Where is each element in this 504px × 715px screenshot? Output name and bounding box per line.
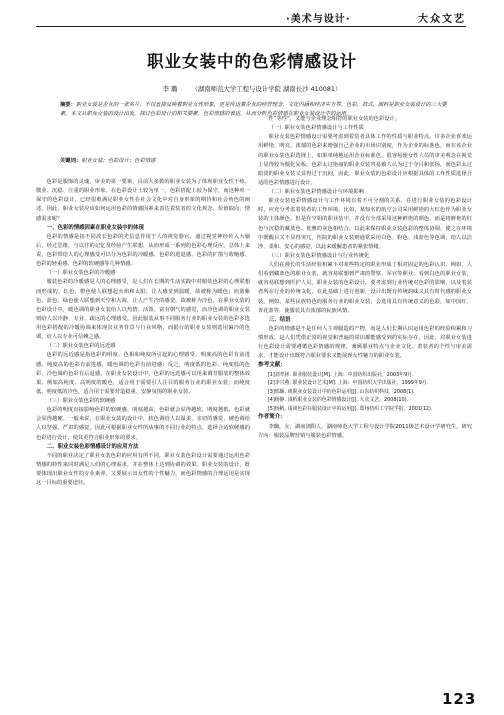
- author-affiliation: （湖南师范大学工程与设计学院 湖南长沙 410081）: [191, 85, 342, 93]
- paragraph: 色彩的远近感是指色彩的明度、色相和纯度所引起的心理感受。明度高的色彩有前进感，纯度高的色彩有前进感，暖色调的色彩有前进感；反之，明度低的色彩、纯度低的色彩、冷色调的色彩有后退感。在职业女装设计中，色彩的远近感可以用来调节服装的整体效果。例如高纯度、高明度的暖色，适合用于需要引人注目的服务行业的职业女装；而纯度低、明度低的冷色，适合用于需要营造稳重、安静氛围的职业女装。: [36, 352, 250, 395]
- reference-item: [5]杨帆. 浅谈色彩在服装设计中的运用[J]. 郑州纺织工学院学报，2001(12).: [267, 405, 433, 412]
- section-heading: 二、职业女装色彩情感设计的应用方法: [46, 443, 139, 450]
- paragraph: 职业女装色彩情感设计需要考虑到着装者具体工作的性质与职业特点。许多企业喜欢运用鲜艳、明亮、浓郁的色彩来增强自己企业的市场识别度，作为企业的标准色，而在该企业的职业女装色彩选择上，如果单纯地运用企业标准色，很容易使女性人员的审美观念在视觉上显得较为僵化呆板。色彩太过艳丽的职业女装容易被人认为过于夺目和张扬，而色彩太过暗淡的职业女装又显得过于沉闷，因此，职业女装的色彩设计应根据具体的工作性质选择合适的色彩情感进行设计。: [258, 134, 472, 186]
- paragraph: 职业女装色彩情感设计与工作环境有着不可分割的关系。在进行职业女装的色彩设计时，应充分考虑着装者的工作环境。比如，某知名的航空公司采用鲜艳的大红色作为职业女装的主体颜色，但是在空姐的职业装中，并没有全部采用这种鲜艳的颜色，而是将鲜艳的红色与沉稳的藏蓝色、优雅的灰色相结合，以此来保持职业女装色彩的整体协调，使之在环境中既醒目又不显得突兀。医院的职业女装则通常采用白色、粉色、浅蓝色等色调，给人以洁净、柔和、安心的感觉，以此来缓解患者的紧张情绪。: [258, 198, 472, 250]
- reference-item: [1]刘孝林. 职业服装设计[M]. 上海：中国纺织出版社，2003年9月.: [267, 371, 414, 378]
- reference-item: [2]李兴燕. 职业装设计艺术[M]. 上海：中国纺织大学出版社，1999年9月.: [267, 380, 429, 387]
- block-heading: 参考文献：: [258, 362, 286, 369]
- paragraph: 服装色彩的冷暖感是人的心理感受，是人们在长期的生活实践中对服装色彩的心理联想而形成的。红色、橙色使人联想起火焰和太阳，让人感觉到温暖，故被称为暖色；而蓝紫色、蓝色、绿色使人联想到天空和大海，让人产生冷的感觉，故被称为冷色。在职业女装的色彩设计中，暖色调的职业女装给人以热情、活泼、富有朝气的感觉，而冷色调的职业女装则给人以冷静、专业、疏远的心理感受。因此服装从事不同服务行业的职业女装的色彩多选用色彩搭配的冷暖协调来体现其业务背景与行业风格，而银行的职业女装则选用偏冷的色调，给人以专业可信赖之感。: [36, 279, 250, 341]
- page-number: 123: [442, 690, 477, 708]
- subsection-heading: （三）职业女装色彩的软硬感: [46, 398, 116, 404]
- reference-item: [3]邢颖. 谈职业女装设计中的色彩运用[J]. 山东纺织科技，2008(1).: [267, 388, 415, 395]
- byline: [0, 84, 504, 93]
- paragraph: 人们在漫长的生活经验积累下对某些特定的职业形成了相对固定的色彩认识。例如，人们看到藏蓝色的职业女装，就容易联想到严肃的警察、军官等职业；看到白色的职业女装，就容易联想到医护人员。职业女装的色彩设计，要考虑到行业传统对色彩的影响，以及着装者所在行业的传统文化，在此基础上进行创新，设计出既有传统韵味又具有时代感的职业女装。例如，某些民族特色的服务行业的职业女装，会选用具有传统意义的色彩，如中国红、青花蓝等，使服装具有浓郁的民族风情。: [258, 262, 472, 314]
- subsection-heading: （一）职业女装色彩的冷暖感: [46, 270, 116, 277]
- subsection-heading: （一）职业女装色彩情感设计与工作性质: [268, 125, 364, 132]
- block-heading: 作者简介：: [258, 414, 286, 421]
- keywords-label: 关键词：: [60, 158, 82, 164]
- section-heading: 三、结语: [268, 316, 291, 323]
- header-section: ·美术与设计·: [286, 14, 351, 25]
- paragraph: 李璐，女，湖南浏阳人，湖南师范大学工程与设计学院2011级艺术设计学研究生，研究方向：服装品牌营销与服装色彩情感。: [258, 423, 472, 439]
- header-magazine: 大众文艺: [418, 14, 466, 25]
- article-title: 职业女装中的色彩情感设计: [147, 52, 357, 71]
- keywords-text: 职业女装；色彩设计；色彩情感: [81, 158, 156, 164]
- paragraph: 色彩的明度直接影响色彩的软硬感。明度越高，色彩就会显得越软，明度越低，色彩就会显得越硬。一般来说，在职业女装的设计中，软色调给人以温柔、亲切的感觉，硬色调给人以坚强、严肃的感觉。因此可根据职业女性所从事的不同行业的特点，选择合适软硬感的色彩进行设计，使其更符合职业形象的要求。: [36, 407, 250, 441]
- author-name: 李 璐: [162, 85, 178, 93]
- paragraph: 色彩的情感是不是任何人主观臆造的产物，而是人们长期认识运用色彩的经验积累和习惯形成，是人们凭借正常的视觉和普遍的常识都能感受到的实际存在。因此，对职业女装进行色彩设计需要遵循色彩情感的规律，兼顾职业特点与企业文化、着装者的个性与审美需求，才能设计出既符合职业要求又能展现女性魅力的职业女装。: [258, 325, 472, 360]
- subsection-heading: （三）职业女装色彩情感设计与行业传统化: [268, 252, 370, 259]
- left-column: [36, 178, 250, 488]
- paragraph: 不同的职业决定了职业女装色彩的应用有所不同，职业女装色彩设计需要通过运用色彩情感的特性来同时满足人们的心理需求，并在整体上达到协调的效果。职业女装的设计，既要体现出职业女性的专业素养，又要展示出女性的个性魅力，而色彩情感的合理运用是实现这一目标的重要途径。: [36, 452, 250, 487]
- right-column: [258, 115, 472, 441]
- paragraph: 色彩是服饰的灵魂，审美的第一要素。目前大多数的职业女装为了体现职业女性干练、敬业、沉稳、庄重的职业形象，在色彩设计上较为单一，色彩搭配上较为保守，而这种单一保守的色彩设计，已经很难满足职业女性在社会文化中对自身形象的期待和社会角色的阐述。因此，职业女装应该如何运用色彩的情感因素来表达着装者的文化观念、价值取向、情感需求呢？: [36, 179, 250, 222]
- abstract-text: 职业女装是企业的一张名片，不仅直接反映着职业女性形象，更是传达着企业的经营理念、文化内涵和经济实力等。色彩，款式，面料是职业女装设计的三大要素。本文从职业女装的设计出发，探讨色彩设计的相关要素、色彩情感的表达，从而分析色彩情感在职业女装设计中的运用。: [60, 102, 447, 118]
- abstract-label: 摘要：: [60, 102, 76, 108]
- section-heading: 一、色彩的情感因素在职业女装中的体现: [46, 224, 144, 231]
- subsection-heading: （二）职业女装色彩的远近感: [46, 343, 116, 350]
- reference-item: [4]杨静. 浅析职业女装的色彩情感设计[J]. 大众文艺，2008(10).: [267, 397, 409, 404]
- paragraph: 色彩的情感是指不同波长色彩的光信息作用于人的视觉器官，通过视觉神经传入大脑后，经过思维，与以往的记忆及经验产生联想，从而形成一系列的色彩心理反应。总体上来说，色彩带给人的心理感受可以分为色彩的冷暖感、色彩的进退感、色彩的扩散与收缩感、色彩的轻重感、色彩的软硬感等几种情感。: [36, 233, 250, 268]
- subsection-heading: （二）职业女装色彩情感设计与环境影响: [268, 189, 364, 195]
- header-rule: [36, 26, 466, 27]
- paragraph: 性”等性”，又能与企业理念相符的职业女装的色彩设计。: [268, 116, 400, 122]
